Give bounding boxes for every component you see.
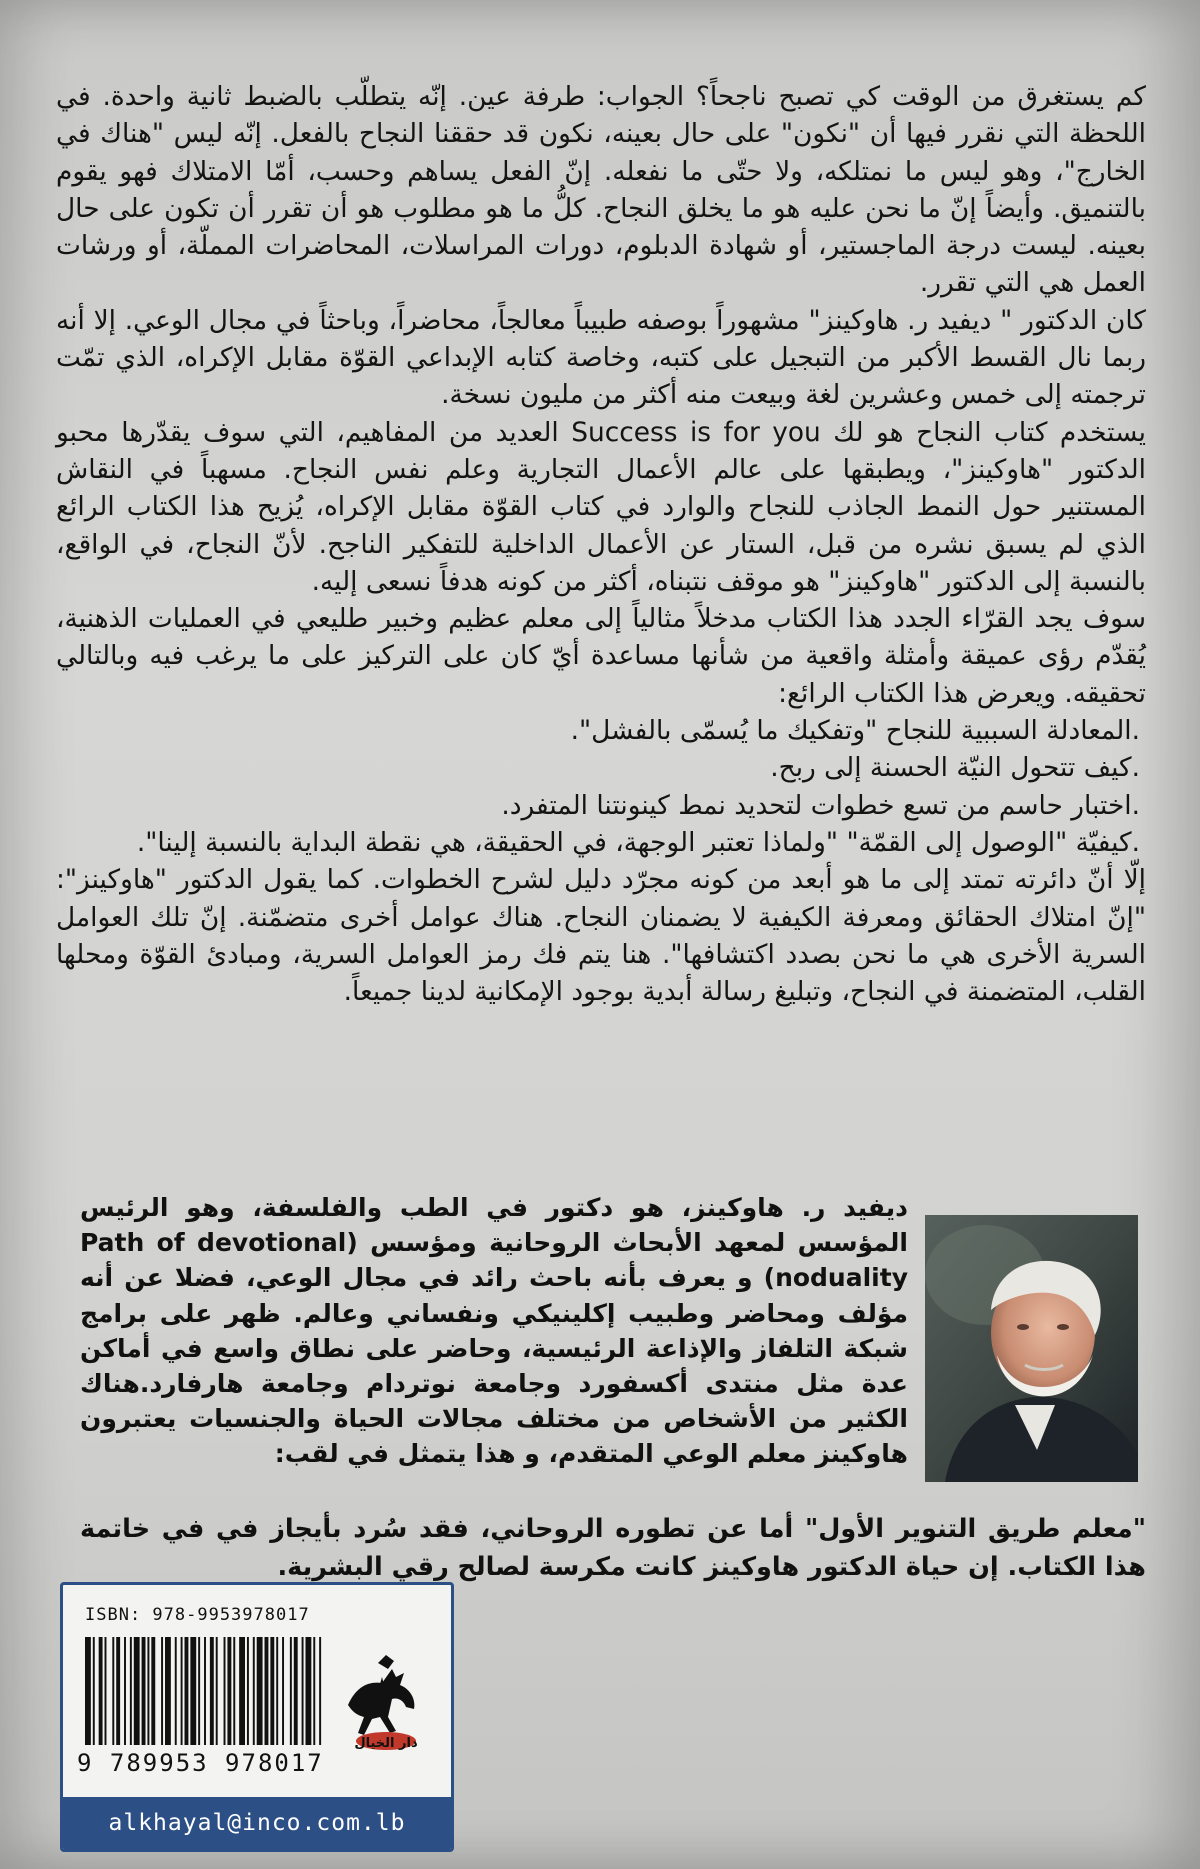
feature-list-item: .المعادلة السببية للنجاح "وتفكيك ما يُسمّى بالفشل". <box>570 715 1140 747</box>
barcode-bar <box>239 1637 245 1745</box>
barcode-bar <box>247 1637 249 1745</box>
publisher-email: alkhayal@inco.com.lb <box>63 1797 451 1849</box>
barcode-bar <box>93 1637 95 1745</box>
blurb-paragraph-3: يستخدم كتاب النجاح هو لك Success is for you العديد من المفاهيم، التي سوف يقدّرها محبو الدكتور "هاوكينز"، ويطبقها على عالم الأعمال التجارية وعلم نفس النجاح. مسهباً في النقاش المستنير حول النمط الجاذب للنجاح والوارد في كتاب القوّة مقابل الإكراه، يُزيح هذا الكتاب الرائع الذي لم يسبق نشره من قبل، الستار عن الأعمال الداخلية للتفكير الناجح. لأنّ النجاح، في الواقع، بالنسبة إلى الدكتور "هاوكينز" هو موقف نتبناه، أكثر من كونه هدفاً نسعى إليه. <box>56 416 1147 597</box>
barcode-bar <box>265 1637 269 1745</box>
barcode-digits: 9 789953 978017 <box>77 1749 324 1777</box>
barcode-panel <box>60 1582 454 1852</box>
barcode-bar <box>204 1637 206 1745</box>
barcode-bar <box>294 1637 298 1745</box>
barcode-bar <box>134 1637 140 1745</box>
author-portrait-icon <box>925 1215 1138 1482</box>
publisher-logo-text: دار الخيال <box>354 1736 418 1751</box>
isbn-label: ISBN: 978-9953978017 <box>85 1605 310 1625</box>
barcode-bar <box>175 1637 177 1745</box>
barcode-bar <box>276 1637 278 1745</box>
barcode-bar <box>124 1637 126 1745</box>
blurb-paragraph-5: إلّا أنّ دائرته تمتد إلى ما هو أبعد من كونه مجرّد دليل لشرح الخطوات. كما يقول الدكتور "هاوكينز": "إنّ امتلاك الحقائق ومعرفة الكيفية لا يضمنان النجاح. هناك عوامل أخرى متضمّنة. إنّ تلك العوامل السرية الأخرى هي ما نحن بصدد اكتشافها". هنا يتم فك رمز العوامل السرية، ومبادئ القوّة ومحلها القلب، المتضمنة في النجاح، وتبليغ رسالة أبدية بوجود الإمكانية لدينا جميعاً. <box>56 864 1146 1008</box>
author-bio <box>80 1190 908 1472</box>
barcode-bar <box>181 1637 183 1745</box>
feature-list-item: .كيفيّة "الوصول إلى القمّة" "ولماذا تعتبر الوجهة، في الحقيقة، هي نقطة البداية بالنسبة إلينا". <box>136 826 1140 858</box>
barcode-bar <box>198 1637 200 1745</box>
barcode-bar <box>319 1637 321 1745</box>
author-bio-text: ديفيد ر. هاوكينز، هو دكتور في الطب والفلسفة، وهو الرئيس المؤسس لمعهد الأبحاث الروحانية ومؤسس (Path of devotional noduality) و يعرف بأنه باحث رائد في مجال الوعي، فضلا عن أنه مؤلف ومحاضر وطبيب إكلينيكي ونفساني وعالم. ظهر على برامج شبكة التلفاز والإذاعة الرئيسية، وحاضر على نطاق واسع في أماكن عدة مثل منتدى أكسفورد وجامعة نوتردام وجامعة هارفارد.هناك الكثير من الأشخاص من مختلف مجالات الحياة والجنسيات يعتبرون هاوكينز معلم الوعي المتقدم، و هذا يتمثل في لقب: <box>80 1193 908 1469</box>
barcode-bar <box>190 1637 196 1745</box>
feature-list-item: .اختبار حاسم من تسع خطوات لتحديد نمط كينونتنا المتفرد. <box>501 789 1140 821</box>
blurb-paragraph-4: سوف يجد القرّاء الجدد هذا الكتاب مدخلاً مثالياً إلى معلم عظيم وخبير طليعي في العمليات الذهنية، يُقدّم رؤى عميقة وأمثلة واقعية من شأنها مساعدة أيّ كان على التركيز على ما يرغب فيه وبالتالي تحقيقه. ويعرض هذا الكتاب الرائع: <box>56 603 1146 709</box>
barcode-bar <box>302 1637 304 1745</box>
barcode-bar <box>165 1637 171 1745</box>
author-bio-closing <box>80 1510 1146 1586</box>
barcode-bar <box>185 1637 189 1745</box>
barcode-bar <box>85 1637 91 1745</box>
barcode-bar <box>99 1637 103 1745</box>
barcode-bar <box>151 1637 155 1745</box>
barcode-bar <box>105 1637 107 1745</box>
barcode-bar <box>210 1637 214 1745</box>
barcode-bar <box>142 1637 146 1745</box>
barcode-bar <box>112 1637 114 1745</box>
barcode-icon <box>85 1637 325 1745</box>
author-bio-closing-text: "معلم طريق التنوير الأول" أما عن تطوره الروحاني، فقد سُرد بأيجاز في في خاتمة هذا الكتاب. إن حياة الدكتور هاوكينز كانت مكرسة لصالح رقي البشرية. <box>80 1514 1146 1582</box>
blurb-paragraph-2: كان الدكتور " ديفيد ر. هاوكينز" مشهوراً بوصفه طبيباً معالجاً، محاضراً، وباحثاً في مجال الوعي. إلا أنه ربما نال القسط الأكبر من التبجيل على كتبه، وخاصة كتابه الإبداعي القوّة مقابل الإكراه، الذي تمّت ترجمته إلى خمس وعشرين لغة وبيعت منه أكثر من مليون نسخة. <box>56 304 1146 411</box>
barcode-bar <box>290 1637 292 1745</box>
barcode-bar <box>313 1637 315 1745</box>
barcode-bar <box>147 1637 149 1745</box>
barcode-bar <box>224 1637 226 1745</box>
barcode-bar <box>130 1637 132 1745</box>
barcode-bar <box>305 1637 311 1745</box>
horse-rider-icon <box>338 1647 428 1757</box>
barcode-bar <box>216 1637 218 1745</box>
barcode-bar <box>270 1637 274 1745</box>
feature-list-item: .كيف تتحول النيّة الحسنة إلى ربح. <box>770 752 1140 784</box>
blurb-paragraph-1: كم يستغرق من الوقت كي تصبح ناجحاً؟ الجواب: طرفة عين. إنّه يتطلّب بالضبط ثانية واحدة. في اللحظة التي نقرر فيها أن "نكون" على حال بعينه، نكون قد حققنا النجاح بالفعل. إنّه ليس "هناك في الخارج"، وهو ليس ما نمتلكه، ولا حتّى ما نفعله. إنّ الفعل يساهم وحسب، أمّا الامتلاك فهو يقوم بالتنميق. وأيضاً إنّ ما نحن عليه هو ما يخلق النجاح. كلُّ ما هو مطلوب هو أن تقرر أن تكون على حال بعينه. ليست درجة الماجستير، أو شهادة الدبلوم، دورات المراسلات، المحاضرات المملّة، أو ورشات العمل هي التي تقرر. <box>56 81 1146 299</box>
barcode-bar <box>161 1637 163 1745</box>
barcode-bar <box>233 1637 235 1745</box>
barcode-bar <box>227 1637 231 1745</box>
barcode-bar <box>116 1637 120 1745</box>
barcode-bar <box>257 1637 263 1745</box>
barcode-bar <box>253 1637 255 1745</box>
blurb-text <box>56 78 1146 1010</box>
author-portrait-photo <box>925 1215 1138 1482</box>
barcode-bar <box>282 1637 284 1745</box>
